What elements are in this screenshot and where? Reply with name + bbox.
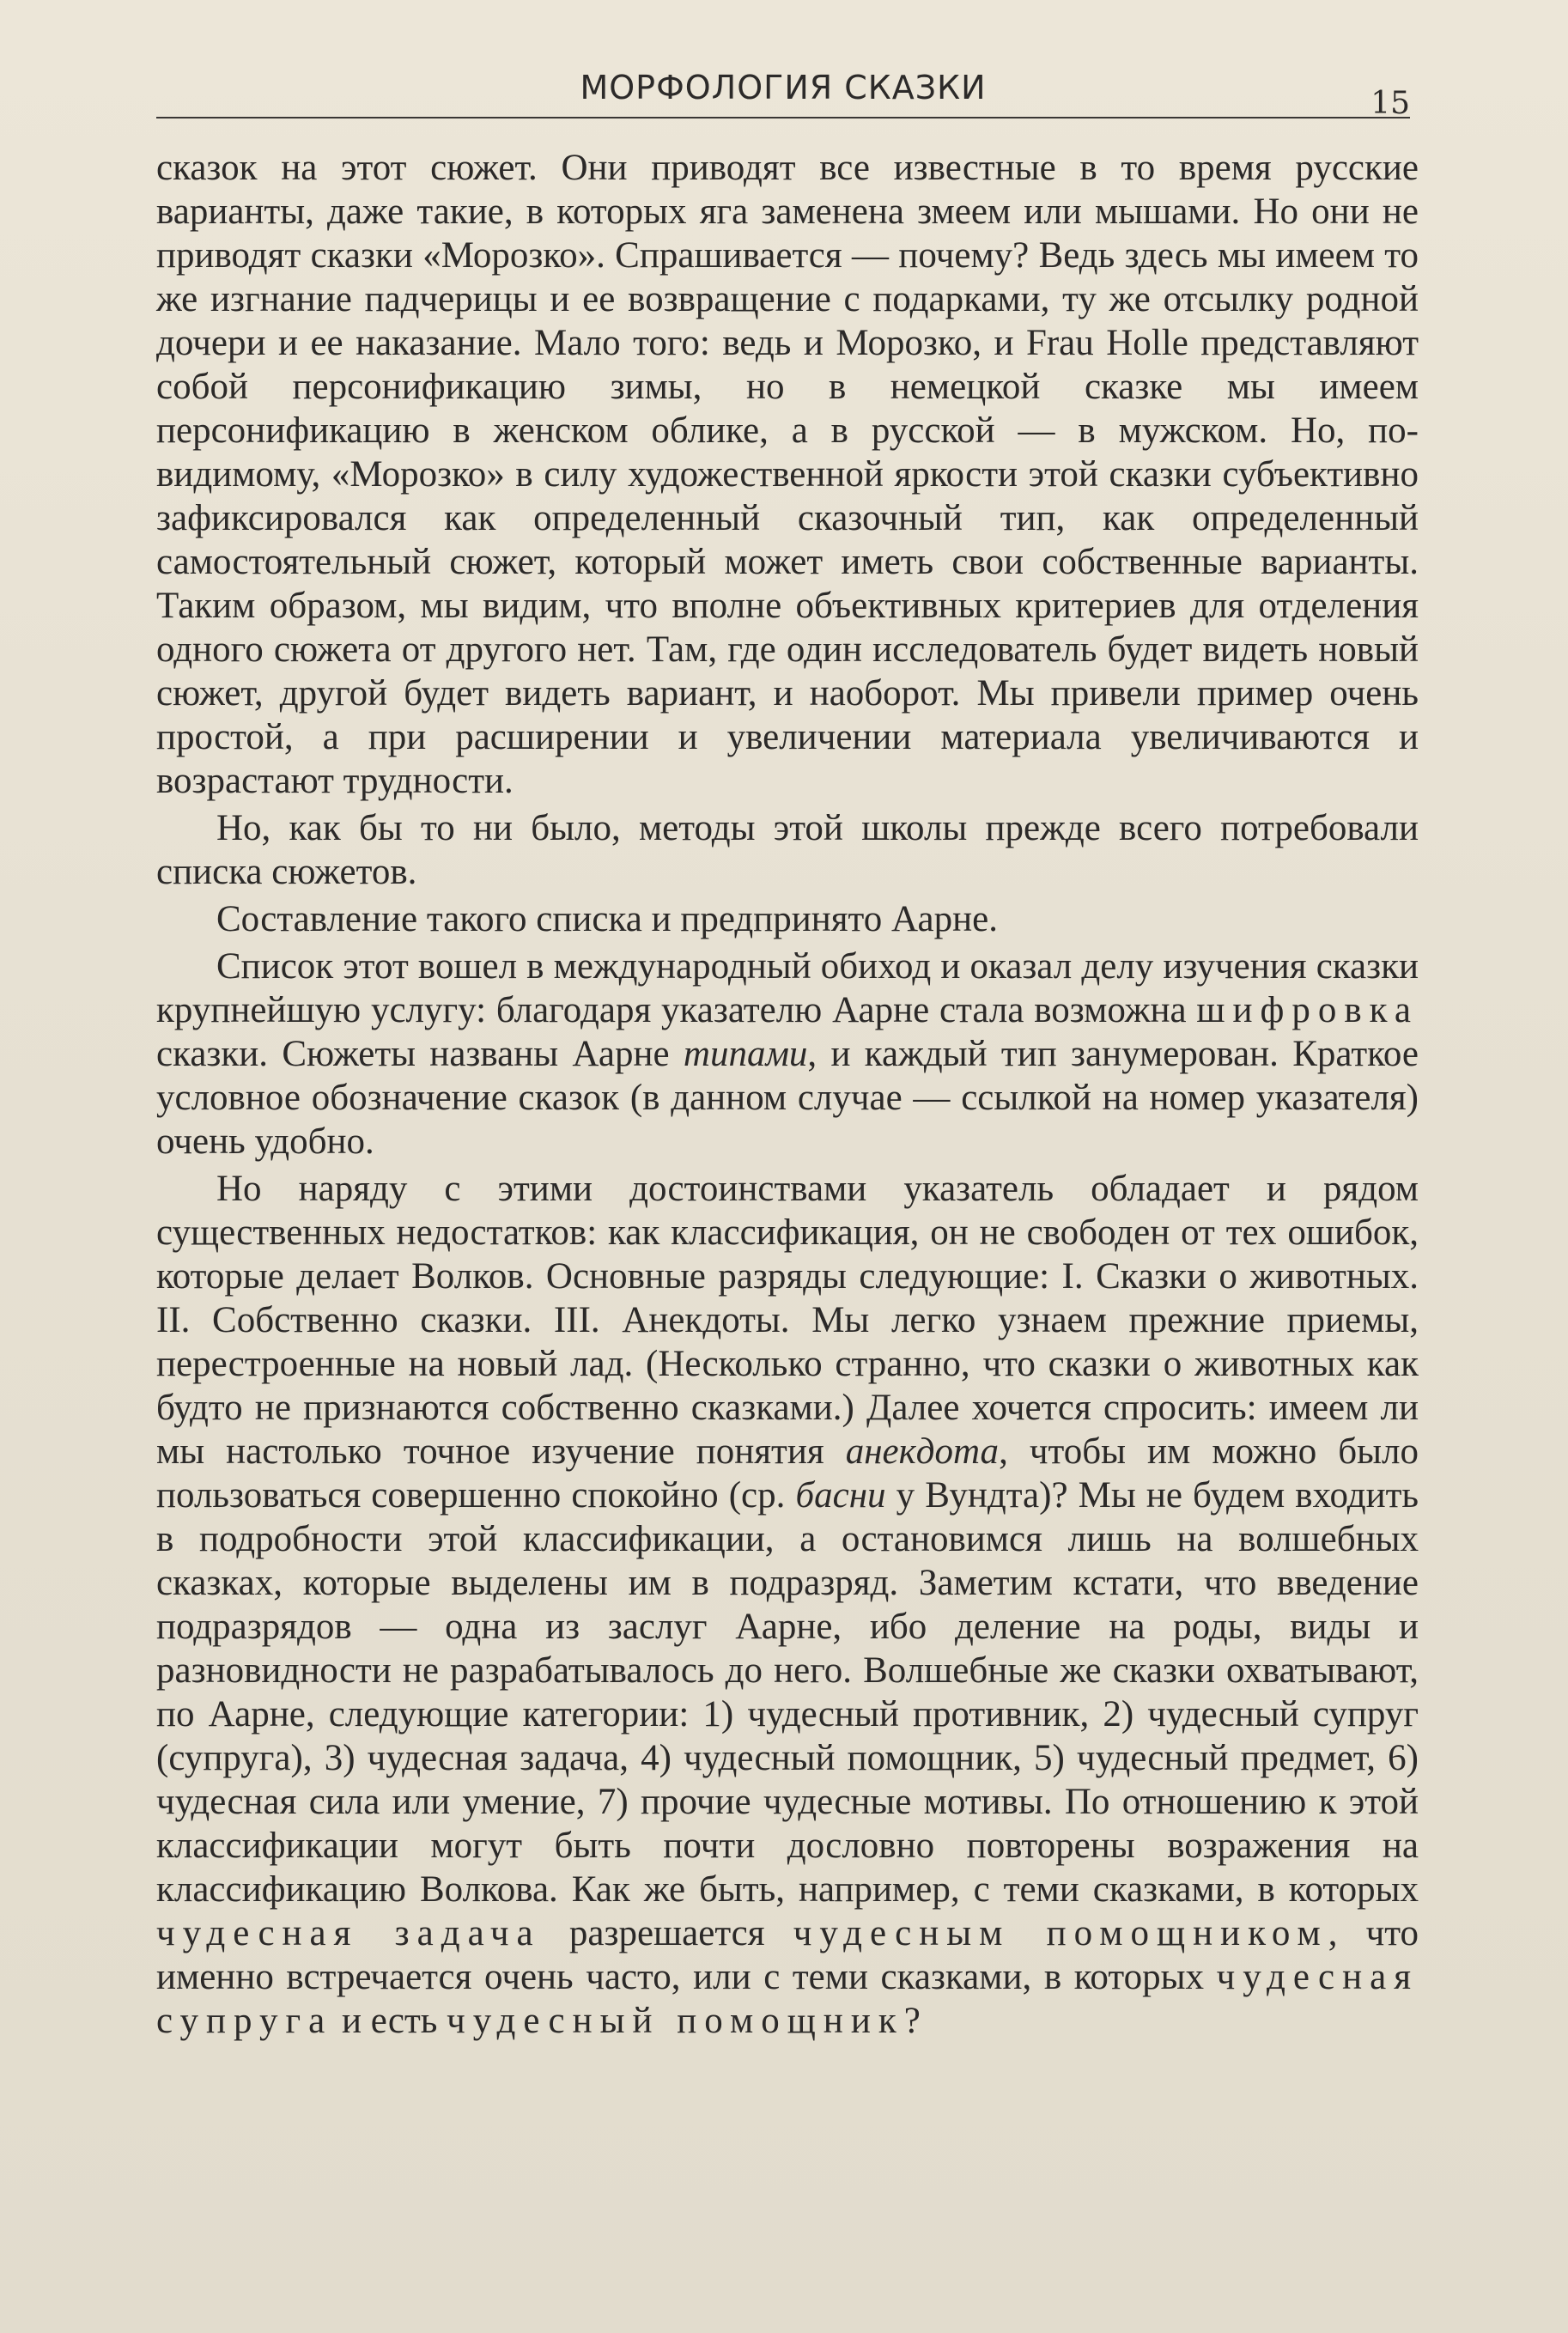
paragraph-text: Но, как бы то ни было, методы этой школы прежде всего потребовали списка сюжетов. bbox=[156, 808, 1419, 892]
spaced-term: чудесная супруга bbox=[156, 1957, 1419, 2041]
body-text bbox=[156, 146, 1419, 2043]
running-title: МОРФОЛОГИЯ СКАЗКИ bbox=[580, 69, 987, 106]
paragraph-text: Составление такого списка и предпринято Аарне. bbox=[216, 899, 998, 939]
paragraph-text: и есть bbox=[341, 2001, 438, 2041]
spaced-term: чудесным помощником bbox=[793, 1913, 1328, 1953]
paragraph-text: ? bbox=[903, 2001, 921, 2041]
spaced-term: шифровка bbox=[1196, 990, 1419, 1030]
paragraph-text: разрешается bbox=[568, 1913, 765, 1953]
header-rule bbox=[156, 117, 1410, 118]
paragraph-text: Но наряду с этими достоинствами указатель обладает и рядом существенных недостатков: как классификация, он не свободен от тех ошибок, которые делает Волков. Основные разряды следующие: I. Сказки о животных. II. Собственно сказки. III. Анекдоты. Мы легко узнаем прежние приемы, перестроенные на новый лад. (Несколько странно, что сказки о животных как будто не признаются собственно сказками.) Далее хочется спросить: имеем ли мы настолько точное изучение понятия bbox=[156, 1169, 1419, 1472]
paragraph-1 bbox=[156, 146, 1419, 803]
running-head bbox=[156, 60, 1410, 122]
spaced-term: чудесная задача bbox=[156, 1913, 541, 1953]
paragraph-text: , и каждый тип занумерован. Краткое условное обозначение сказок (в данном случае — ссылкой на номер указателя) очень удобно. bbox=[156, 1034, 1419, 1162]
paragraph-text: , что именно встречается очень часто, или с теми сказками, в которых bbox=[156, 1913, 1419, 1997]
italic-term: типами bbox=[683, 1034, 808, 1074]
italic-term: басни bbox=[795, 1475, 886, 1516]
paragraph-5 bbox=[156, 1167, 1419, 2043]
paragraph-text: сказок на этот сюжет. Они приводят все известные в то время русские варианты, даже такие, в которых яга заменена змеем или мышами. Но они не приводят сказки «Морозко». Спрашивается — почему? Ведь здесь мы имеем то же изгнание падчерицы и ее возвращение с подарками, ту же отсылку родной дочери и ее наказание. Мало того: ведь и Морозко, и Frau Holle представляют собой персонификацию зимы, но в немецкой сказке мы имеем персонификацию в женском облике, а в русской — в мужском. Но, по-видимому, «Морозко» в силу художественной яркости этой сказки субъективно зафиксировался как определенный сказочный тип, как определенный самостоятельный сюжет, который может иметь свои собственные варианты. Таким образом, мы видим, что вполне объективных критериев для отделения одного сюжета от другого нет. Там, где один исследователь будет видеть новый сюжет, другой будет видеть вариант, и наоборот. Мы привели пример очень простой, а при расширении и увеличении материала увеличиваются и возрастают трудности. bbox=[156, 148, 1419, 801]
paragraph-text: , чтобы им можно было пользоваться совершенно спокойно (ср. bbox=[156, 1431, 1419, 1516]
spaced-term: чудесный помощник bbox=[447, 2001, 904, 2041]
paragraph-text: сказки. Сюжеты названы Аарне bbox=[156, 1034, 670, 1074]
paragraph-2 bbox=[156, 806, 1419, 894]
italic-term: анекдота bbox=[845, 1431, 1000, 1472]
paragraph-text: Список этот вошел в международный обиход и оказал делу изучения сказки крупнейшую услугу: благодаря указателю Аарне стала возможна bbox=[156, 946, 1419, 1030]
paragraph-text: у Вундта)? Мы не будем входить в подробности этой классификации, а остановимся лишь на волшебных сказках, которые выделены им в подразряд. Заметим кстати, что введение подразрядов — одна из заслуг Аарне, ибо деление на роды, виды и разновидности не разрабатывалось до него. Волшебные же сказки охватывают, по Аарне, следующие категории: 1) чудесный противник, 2) чудесный супруг (супруга), 3) чудесная задача, 4) чудесный помощник, 5) чудесный предмет, 6) чудесная сила или умение, 7) прочие чудесные мотивы. По отношению к этой классификации могут быть почти дословно повторены возражения на классификацию Волкова. Как же быть, например, с теми сказками, в которых bbox=[156, 1475, 1419, 1910]
paragraph-3 bbox=[156, 897, 1419, 941]
page-number: 15 bbox=[1370, 86, 1410, 121]
paragraph-4 bbox=[156, 945, 1419, 1163]
